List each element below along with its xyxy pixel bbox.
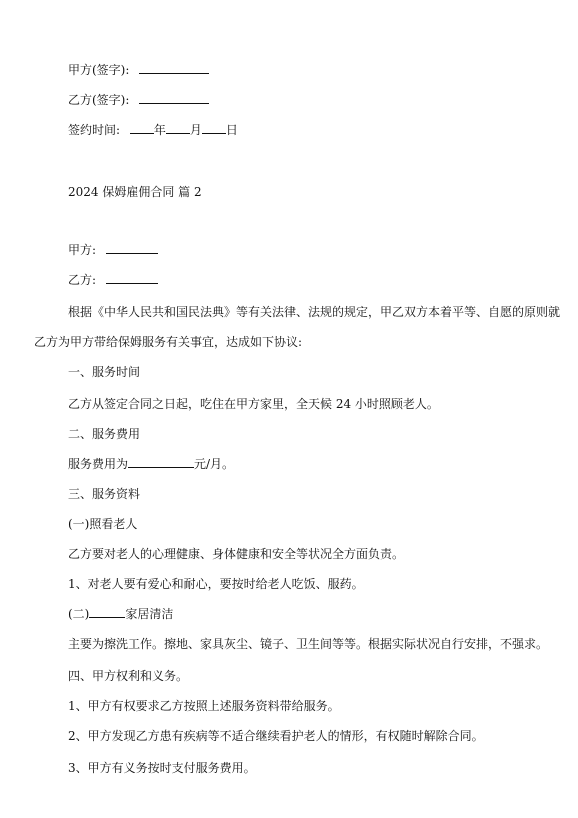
sub1-item-1: 1、对老人要有爱心和耐心，要按时给老人吃饭、服药。 bbox=[68, 577, 364, 591]
month-label: 月 bbox=[189, 123, 202, 137]
year-label: 年 bbox=[153, 123, 166, 137]
contract-title: 2024 保姆雇佣合同 篇 2 bbox=[68, 185, 202, 199]
day-label: 日 bbox=[225, 123, 238, 137]
party-b-blank[interactable] bbox=[106, 272, 158, 284]
fee-line bbox=[68, 456, 234, 472]
sign-b-blank[interactable] bbox=[139, 92, 209, 104]
section3-heading: 三、服务资料 bbox=[68, 487, 141, 501]
sign-time-line bbox=[68, 122, 238, 138]
year-blank[interactable] bbox=[130, 122, 154, 134]
party-a-line bbox=[68, 242, 158, 258]
section4-item-3: 3、甲方有义务按时支付服务费用。 bbox=[68, 761, 256, 775]
section4-item-2: 2、甲方发现乙方患有疾病等不适合继续看护老人的情形，有权随时解除合同。 bbox=[68, 729, 484, 743]
fee-blank[interactable] bbox=[128, 456, 194, 468]
section1-text: 乙方从签定合同之日起，吃住在甲方家里，全天候 24 小时照顾老人。 bbox=[68, 397, 439, 411]
intro-paragraph-line-1: 根据《中华人民共和国民法典》等有关法律、法规的规定，甲乙双方本着平等、自愿的原则就 bbox=[68, 305, 561, 319]
sub2-heading: 家居清洁 bbox=[125, 607, 174, 621]
party-b-line bbox=[68, 272, 158, 288]
sub2-prefix: (二) bbox=[68, 607, 90, 621]
fee-suffix: 元/月。 bbox=[194, 457, 235, 471]
sign-b-label: 乙方(签字): bbox=[68, 93, 130, 107]
month-blank[interactable] bbox=[166, 122, 190, 134]
day-blank[interactable] bbox=[202, 122, 226, 134]
sub2-heading-line bbox=[68, 606, 173, 622]
sign-a-label: 甲方(签字): bbox=[68, 63, 130, 77]
intro-paragraph-line-2: 乙方为甲方带给保姆服务有关事宜，达成如下协议: bbox=[34, 335, 303, 349]
fee-prefix: 服务费用为 bbox=[68, 457, 129, 471]
sign-time-label: 签约时间: bbox=[68, 123, 121, 137]
sub2-text: 主要为擦洗工作。擦地、家具灰尘、镜子、卫生间等等。根据实际状况自行安排，不强求。 bbox=[68, 637, 549, 651]
party-a-label: 甲方: bbox=[68, 243, 97, 257]
sub2-blank[interactable] bbox=[89, 606, 125, 618]
sign-a-blank[interactable] bbox=[139, 62, 209, 74]
sub1-heading: (一)照看老人 bbox=[68, 517, 138, 531]
section4-heading: 四、甲方权利和义务。 bbox=[68, 669, 189, 683]
section2-heading: 二、服务费用 bbox=[68, 427, 141, 441]
section1-heading: 一、服务时间 bbox=[68, 365, 141, 379]
sign-a-line bbox=[68, 62, 209, 78]
sub1-text: 乙方要对老人的心理健康、身体健康和安全等状况全方面负责。 bbox=[68, 547, 405, 561]
party-a-blank[interactable] bbox=[106, 242, 158, 254]
party-b-label: 乙方: bbox=[68, 273, 97, 287]
section4-item-1: 1、甲方有权要求乙方按照上述服务资料带给服务。 bbox=[68, 699, 340, 713]
sign-b-line bbox=[68, 92, 209, 108]
